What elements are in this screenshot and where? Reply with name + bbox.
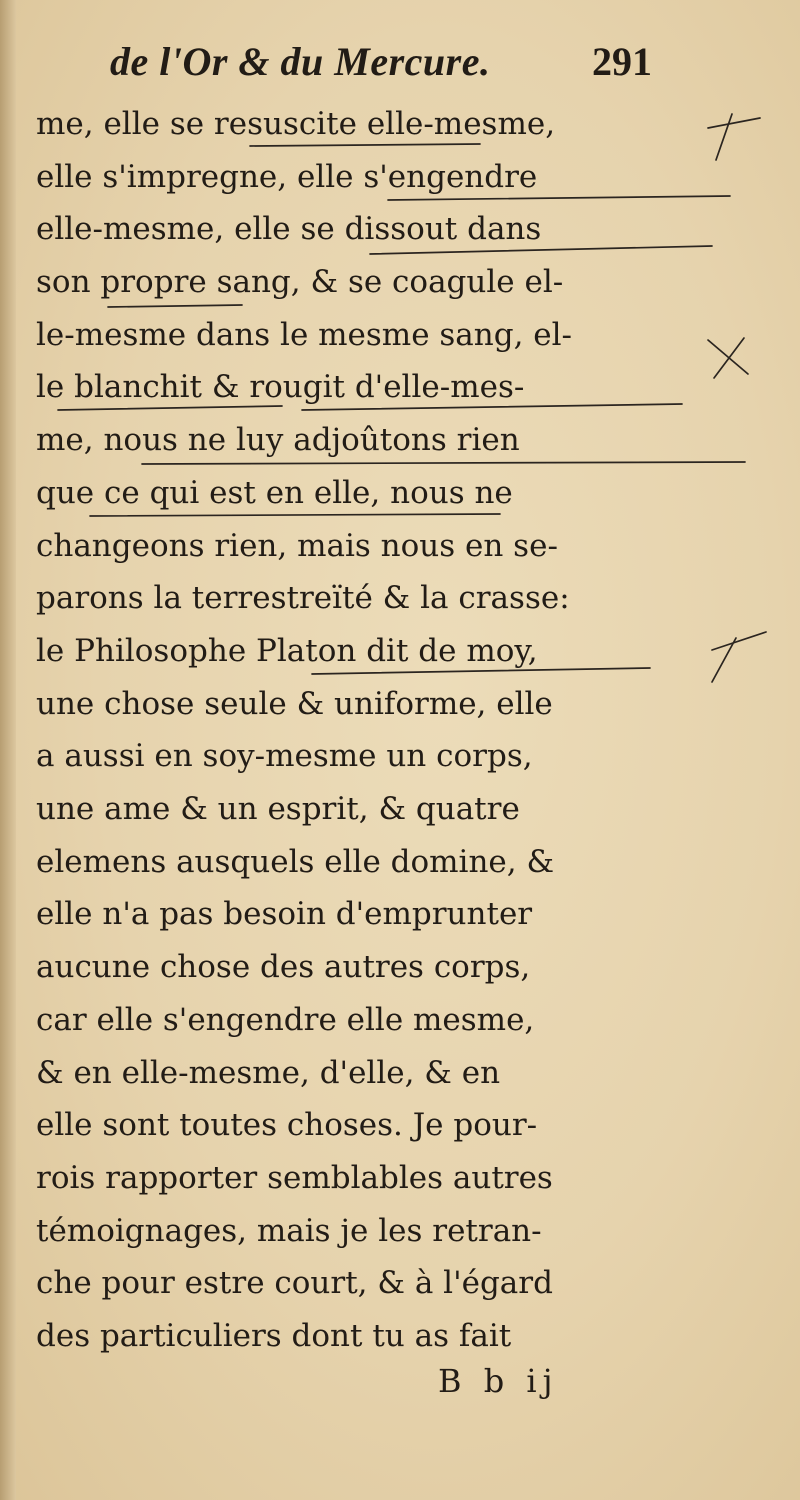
text-line: elle-mesme, elle se dissout dans: [36, 211, 542, 247]
margin-cross-mark: [714, 338, 744, 378]
signature-mark: B b ij: [438, 1362, 559, 1400]
page-number: 291: [592, 39, 652, 84]
text-line: le-mesme dans le mesme sang, el-: [36, 317, 573, 353]
text-line: que ce qui est en elle, nous ne: [36, 475, 513, 511]
margin-cross-mark: [712, 632, 766, 650]
running-title: de l'Or & du Mercure.: [110, 39, 491, 84]
margin-cross-mark: [708, 340, 748, 374]
text-line: des particuliers dont tu as fait: [36, 1318, 512, 1354]
margin-cross-mark: [712, 638, 736, 682]
text-line: car elle s'engendre elle mesme,: [36, 1002, 535, 1038]
text-line: elle n'a pas besoin d'emprunter: [36, 896, 533, 932]
margin-cross-mark: [708, 118, 760, 128]
text-line: che pour estre court, & à l'égard: [36, 1265, 553, 1301]
text-line: elle sont toutes choses. Je pour-: [36, 1107, 538, 1143]
text-line: elemens ausquels elle domine, &: [36, 844, 555, 880]
text-line: a aussi en soy-mesme un corps,: [36, 738, 533, 774]
text-line: me, nous ne luy adjoûtons rien: [36, 422, 520, 458]
text-line: elle s'impregne, elle s'engendre: [36, 159, 538, 195]
text-line: rois rapporter semblables autres: [36, 1160, 553, 1196]
text-line: changeons rien, mais nous en se-: [36, 528, 558, 564]
text-line: parons la terrestreïté & la crasse:: [36, 580, 570, 616]
text-line: & en elle-mesme, d'elle, & en: [36, 1055, 501, 1091]
text-line: une ame & un esprit, & quatre: [36, 791, 520, 827]
text-line: une chose seule & uniforme, elle: [36, 686, 553, 722]
text-line: aucune chose des autres corps,: [36, 949, 531, 985]
text-line: son propre sang, & se coagule el-: [36, 264, 564, 300]
text-line: me, elle se resuscite elle-mesme,: [36, 106, 556, 142]
text-line: le blanchit & rougit d'elle-mes-: [36, 369, 525, 405]
text-line: le Philosophe Platon dit de moy,: [36, 633, 538, 669]
binding-gutter: [0, 0, 16, 1500]
margin-cross-mark: [716, 114, 732, 160]
text-line: témoignages, mais je les retran-: [36, 1213, 542, 1249]
